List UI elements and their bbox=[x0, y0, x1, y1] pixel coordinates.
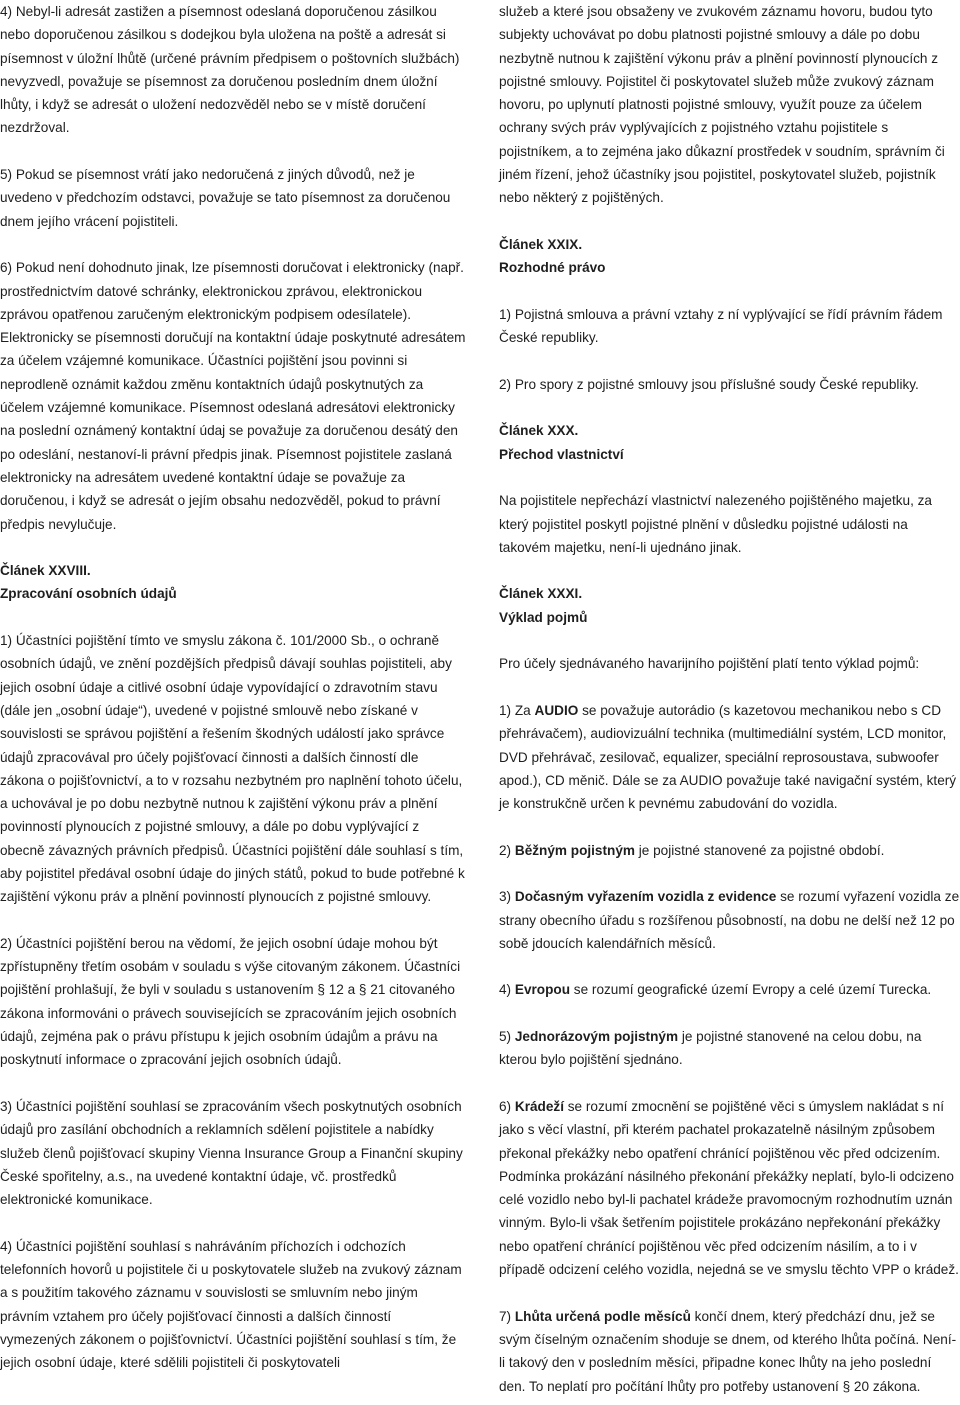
definition-docasne-vyrazeni bbox=[499, 885, 960, 955]
paragraph-6: 6) Pokud není dohodnuto jinak, lze písemnosti doručovat i elektronicky (např. prostřednictvím datové schránky, elektronickou zprávou, elektronickou zprávou opatřenou zaručeným elektronickým podpisem odesílatele). Elektronicky se písemnosti doručují na kontaktní údaje poskytnuté adresátem za účelem vzájemné komunikace. Účastníci pojištění jsou povinni si neprodleně oznámit každou změnu kontaktních údajů poskytnutých za účelem vzájemné komunikace. Písemnost odeslaná adresátovi elektronicky na poslední oznámený kontaktní údaj se považuje za doručenou desátý den po odeslání, nestanoví-li právní předpis jinak. Písemnost pojistitele zaslaná elektronicky na adresátem uvedené kontaktní údaje se považuje za doručenou, i když se adresát o jejím obsahu nedozvěděl, pokud to právní předpis nevylučuje. bbox=[0, 260, 466, 532]
article-30-paragraph: Na pojistitele nepřechází vlastnictví nalezeného pojištěného majetku, za který pojistitel poskytl pojistné plnění v důsledku pojistné události na takovém majetku, není-li ujednáno jinak. bbox=[499, 493, 932, 555]
paragraph-5: 5) Pokud se písemnost vrátí jako nedoručená z jiných důvodů, než je uvedeno v předchozím odstavci, považuje se tato písemnost za doručenou dnem jejího vrácení pojistiteli. bbox=[0, 167, 451, 229]
article-28-heading: Článek XXVIII. bbox=[0, 563, 91, 579]
definition-text: končí dnem, který předchází dnu, jež se svým číselným označením shoduje se dnem, od kterého lhůta počíná. Není-li takový den v posledním měsíci, připadne konec lhůty na jeho poslední den. To neplatí pro počítání lhůty pro potřeby ustanovení § 20 zákona. bbox=[499, 1308, 957, 1394]
definition-bezne-pojistne bbox=[499, 839, 960, 862]
article-28-paragraph-4: 4) Účastníci pojištění souhlasí s nahráváním příchozích i odchozích telefonních hovorů u pojistitele či u poskytovatele služeb na zvukový záznam a s použitím takového záznamu v souvislosti se smluvním nebo jiným právním vztahem pro účely pojišťovací činnosti a dalších činností vymezených zákonem o pojišťovnictví. Účastníci pojištění souhlasí s tím, že jejich osobní údaje, které sdělili pojistiteli či poskytovateli bbox=[0, 1238, 462, 1371]
article-28-paragraph-4-continued: služeb a které jsou obsaženy ve zvukovém záznamu hovoru, budou tyto subjekty uchovávat po dobu platnosti pojistné smlouvy a dále po dobu nezbytně nutnou k zajištění výkonu práv a plnění povinností plynoucích z pojistné smlouvy. Pojistitel či poskytovatel služeb může zvukový záznam hovoru, po uplynutí platnosti pojistné smlouvy, využít pouze za účelem ochrany svých práv vyplývajících z pojistného vztahu pojistitele s pojistníkem, a to zejména jako důkazní prostředek v soudním, správním či jiném řízení, jehož účastníky jsou pojistitel, poskytovatel služeb, pojistník nebo některý z pojištěných. bbox=[499, 4, 945, 206]
article-30-title: Přechod vlastnictví bbox=[499, 446, 624, 462]
definition-kradez bbox=[499, 1095, 960, 1281]
definition-text: se rozumí geografické území Evropy a celé území Turecka. bbox=[570, 982, 932, 998]
article-28-title: Zpracování osobních údajů bbox=[0, 586, 177, 602]
definition-text: je pojistné stanovené za pojistné období. bbox=[634, 842, 885, 858]
paragraph-4: 4) Nebyl-li adresát zastižen a písemnost odeslaná doporučenou zásilkou nebo doporučenou zásilkou s dodejkou byla uložena na poště a adresát si písemnost v úložní lhůtě (určené právním předpisem o poštovních službách) nevyzvedl, považuje se písemnost za doručenou posledním dnem úložní lhůty, i když se adresát o uložení nedozvěděl nebo se v místě doručení nezdržoval. bbox=[0, 4, 460, 136]
article-31-title: Výklad pojmů bbox=[499, 609, 588, 625]
definition-number: 5) bbox=[499, 1029, 515, 1045]
definition-number: 7) bbox=[499, 1308, 515, 1324]
right-column bbox=[499, 0, 960, 1398]
definition-number: 1) Za bbox=[499, 702, 535, 718]
article-31-heading: Článek XXXI. bbox=[499, 586, 583, 602]
definition-term: Dočasným vyřazením vozidla z evidence bbox=[514, 889, 777, 905]
definition-number: 4) bbox=[499, 982, 515, 998]
left-column bbox=[0, 0, 466, 1375]
article-29-paragraph-2: 2) Pro spory z pojistné smlouvy jsou příslušné soudy České republiky. bbox=[499, 376, 919, 392]
definition-number: 6) bbox=[499, 1098, 515, 1114]
definition-term: Jednorázovým pojistným bbox=[514, 1029, 679, 1045]
article-28-paragraph-3: 3) Účastníci pojištění souhlasí se zpracováním všech poskytnutých osobních údajů pro zasílání obchodních a reklamních sdělení pojistitele a nabídky služeb členů pojišťovací skupiny Vienna Insurance Group a Finanční skupiny České spořitelny, a.s., na uvedené kontaktní údaje, vč. prostředků elektronické komunikace. bbox=[0, 1098, 463, 1208]
definition-evropa bbox=[499, 978, 960, 1001]
article-30-heading: Článek XXX. bbox=[499, 423, 579, 439]
definition-term: Lhůta určená podle měsíců bbox=[514, 1308, 691, 1324]
article-29-paragraph-1: 1) Pojistná smlouva a právní vztahy z ní vyplývající se řídí právním řádem České republiky. bbox=[499, 306, 943, 346]
definition-term: Krádeží bbox=[514, 1098, 564, 1114]
definition-number: 2) bbox=[499, 842, 515, 858]
article-28-paragraph-1: 1) Účastníci pojištění tímto ve smyslu zákona č. 101/2000 Sb., o ochraně osobních údajů, ve znění pozdějších předpisů dávají souhlas pojistiteli, aby jejich osobní údaje a citlivé osobní údaje vypovídající o zdravotním stavu (dále jen „osobní údaje“), uvedené v pojistné smlouvě nebo získané v souvislosti se správou pojištění a řešením škodných událostí jako správce údajů zpracovával pro účely pojišťovací činnosti a dalších činností dle zákona o pojišťovnictví, a to v rozsahu nezbytném pro naplnění tohoto účelu, a uchovával je po dobu nezbytně nutnou k zajištění výkonu práv a plnění povinností plynoucích z pojistné smlouvy, a dále po dobu vyplývající z obecně závazných právních předpisů. Účastníci pojištění dále souhlasí s tím, aby pojistitel předával osobní údaje do jiných států, pokud to bude potřebné k zajištění výkonu práv a plnění povinností plynoucích z pojistné smlouvy. bbox=[0, 633, 465, 905]
definition-term: Běžným pojistným bbox=[514, 842, 635, 858]
definition-lhuta bbox=[499, 1305, 960, 1398]
definition-number: 3) bbox=[499, 889, 515, 905]
article-31-intro: Pro účely sjednávaného havarijního pojištění platí tento výklad pojmů: bbox=[499, 656, 920, 672]
definition-text: je pojistné stanovené na celou dobu, na kterou bylo pojištění sjednáno. bbox=[499, 1029, 922, 1068]
definition-text: se rozumí zmocnění se pojištěné věci s úmyslem nakládat s ní jako s věcí vlastní, při kterém pachatel prokazatelně násilným způsobem překonal překážky nebo opatření chránící pojištěnou věc před odcizením. Podmínka prokázání násilného překonání překážky neplatí, bylo-li odcizeno celé vozidlo nebo byl-li pachatel krádeže pravomocným rozhodnutím uznán vinným. Bylo-li však šetřením pojistitele prokázáno nepřekonání překážky nebo opatření chránící pojištěnou věc před odcizením násilím, a to i v případě odcizení celého vozidla, nejedná se ve smyslu těchto VPP o krádež. bbox=[499, 1098, 959, 1278]
article-29-heading: Článek XXIX. bbox=[499, 236, 583, 252]
definition-term: AUDIO bbox=[534, 702, 579, 718]
definition-text: se rozumí vyřazení vozidla ze strany obecního úřadu s rozšířenou působností, na dobu ne delší než 12 po sobě jdoucích kalendářních měsíců. bbox=[499, 889, 960, 951]
definition-jednorazove-pojistne bbox=[499, 1025, 960, 1072]
article-29-title: Rozhodné právo bbox=[499, 260, 606, 276]
definition-term: Evropou bbox=[514, 982, 571, 998]
definition-audio bbox=[499, 699, 960, 815]
article-28-paragraph-2: 2) Účastníci pojištění berou na vědomí, že jejich osobní údaje mohou být zpřístupněny třetím osobám v souladu s výše citovaným zákonem. Účastníci pojištění prohlašují, že byli v souladu s ustanovením § 12 a § 21 citovaného zákona informováni o právech souvisejících se zpracováním jejich osobních údajů, zejména pak o právu přístupu k jejich osobním údajům a právu na poskytnutí informace o zpracování jejich osobních údajů. bbox=[0, 935, 461, 1068]
definition-text: se považuje autorádio (s kazetovou mechanikou nebo s CD přehrávačem), audiovizuální technika (multimediální systém, LCD monitor, DVD přehrávač, zesilovač, equalizer, speciální reprosoustava, subwoofer apod.), CD měnič. Dále se za AUDIO považuje také navigační systém, který je konstrukčně určen k pevnému zabudování do vozidla. bbox=[499, 702, 957, 812]
